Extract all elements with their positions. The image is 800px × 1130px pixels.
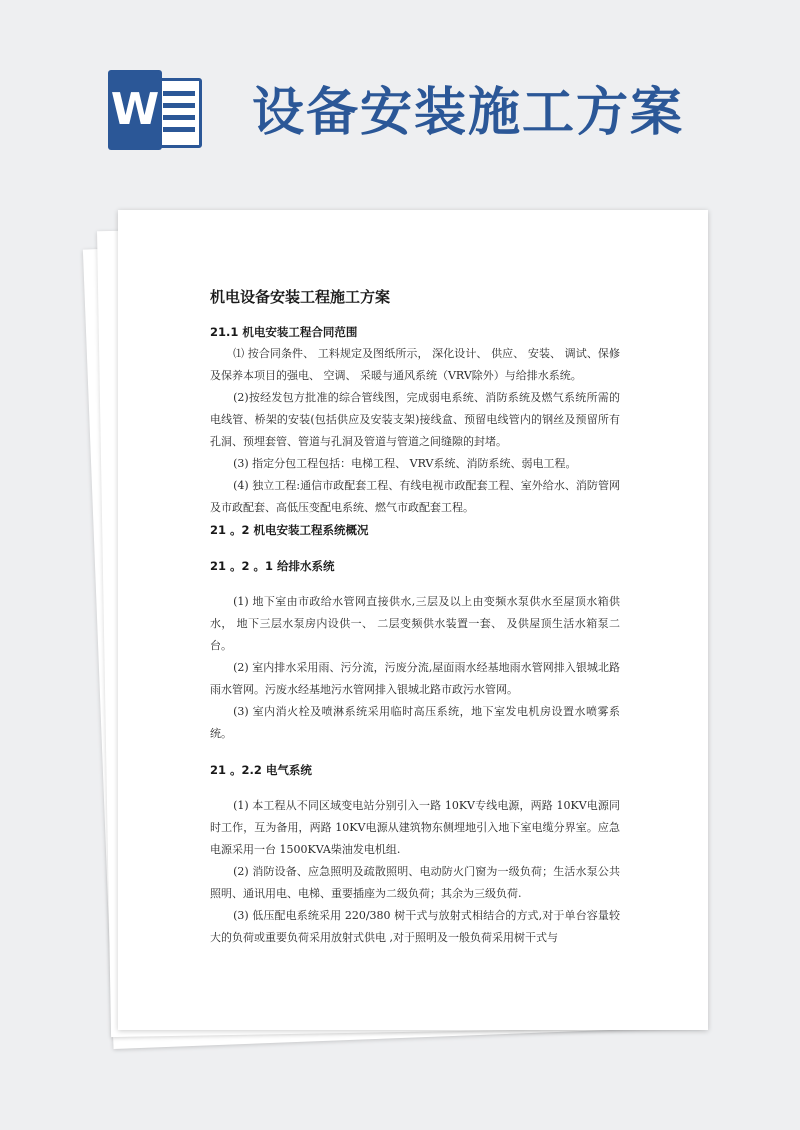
word-letter-badge: W bbox=[108, 70, 162, 150]
document-page bbox=[118, 210, 708, 1030]
paragraph: ⑴ 按合同条件、 工料规定及图纸所示， 深化设计、 供应、 安装、 调试、保修及保养本项目的强电、 空调、 采暖与通风系统（VRV除外）与给排水系统。 bbox=[210, 347, 620, 382]
paragraph: (3) 室内消火栓及喷淋系统采用临时高压系统，地下室发电机房设置水喷雾系统。 bbox=[210, 705, 620, 740]
paragraph: (4) 独立工程:通信市政配套工程、有线电视市政配套工程、室外给水、消防管网及市政配套、高低压变配电系统、燃气市政配套工程。 bbox=[210, 479, 620, 514]
paragraph: (2) 室内排水采用雨、污分流，污废分流,屋面雨水经基地雨水管网排入银城北路雨水管网。污废水经基地污水管网排入银城北路市政污水管网。 bbox=[210, 661, 620, 696]
section-heading: 21 。2.2 电气系统 bbox=[210, 763, 312, 777]
paragraph: (1) 本工程从不同区域变电站分别引入一路 10KV专线电源，两路 10KV电源同时工作，互为备用，两路 10KV电源从建筑物东侧埋地引入地下室电缆分界室。应急电源采用一台 1500KVA柴油发电机组. bbox=[210, 799, 620, 856]
document-title: 机电设备安装工程施工方案 bbox=[210, 288, 391, 306]
word-document-icon bbox=[108, 70, 208, 150]
paragraph: (3) 指定分包工程包括：电梯工程、 VRV系统、消防系统、弱电工程。 bbox=[233, 457, 577, 470]
page-content bbox=[210, 286, 620, 949]
paragraph: (2) 消防设备、应急照明及疏散照明、电动防火门窗为一级负荷；生活水泵公共照明、通讯用电、电梯、重要插座为二级负荷；其余为三级负荷. bbox=[210, 865, 620, 900]
section-heading: 21 。2 机电安装工程系统概况 bbox=[210, 523, 369, 537]
section-heading: 21.1 机电安装工程合同范围 bbox=[210, 325, 358, 339]
paragraph: (1) 地下室由市政给水管网直接供水,三层及以上由变频水泵供水至屋顶水箱供水， 地下三层水泵房内设供一、 二层变频供水装置一套、 及供屋顶生活水箱泵二台。 bbox=[210, 595, 620, 652]
paragraph: (2)按经发包方批准的综合管线图，完成弱电系统、消防系统及燃气系统所需的电线管、桥架的安装(包括供应及安装支架)接线盒、预留电线管内的钢丝及预留所有孔洞、预埋套管、管道与孔洞及管道与管道之间缝隙的封堵。 bbox=[210, 391, 620, 448]
section-heading: 21 。2 。1 给排水系统 bbox=[210, 559, 335, 573]
paragraph: (3) 低压配电系统采用 220/380 树干式与放射式相结合的方式,对于单台容量较大的负荷或重要负荷采用放射式供电 ,对于照明及一般负荷采用树干式与 bbox=[210, 909, 620, 944]
banner-title: 设备安装施工方案 bbox=[252, 83, 685, 143]
header-banner bbox=[0, 0, 800, 200]
